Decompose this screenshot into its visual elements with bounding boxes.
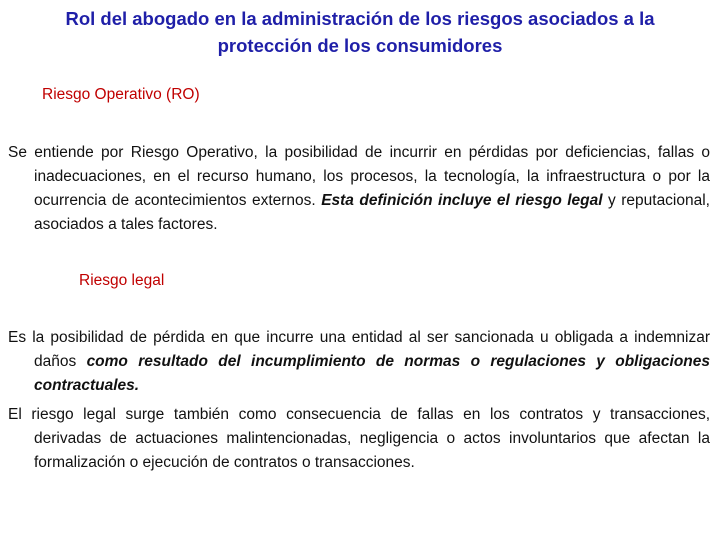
paragraph-text: y reputacional, asociados a tales factores. [34,192,710,233]
page-title: Rol del abogado en la administración de los riesgos asociados a la protección de los consumidores [65,8,655,56]
paragraph-text: Se entiende por Riesgo Operativo, la posibilidad de incurrir en pérdidas por deficiencias, fallas o inadecuaciones, en el recurso humano, los procesos, la tecnología, la infraestructura o por la ocurrencia de acontecimientos externos. [8,144,710,209]
paragraph-text: Es la posibilidad de pérdida en que incurre una entidad al ser sancionada u obligada a indemnizar daños [8,329,710,370]
heading-riesgo-legal: Riesgo legal [79,272,165,289]
paragraph-riesgo-legal-causes: El riesgo legal surge también como consecuencia de fallas en los contratos y transacciones, derivadas de actuaciones malintencionadas, negligencia o actos involuntarios que afectan la formalización o ejecución de contratos o transacciones. [8,406,710,471]
heading-riesgo-operativo: Riesgo Operativo (RO) [42,86,200,103]
paragraph-riesgo-legal-definition [8,326,710,398]
emphasis-text: Esta definición incluye el riesgo legal [321,192,603,209]
paragraph-riesgo-operativo [8,141,710,237]
emphasis-text: como resultado del incumplimiento de normas o regulaciones y obligaciones contractuales. [34,353,710,394]
